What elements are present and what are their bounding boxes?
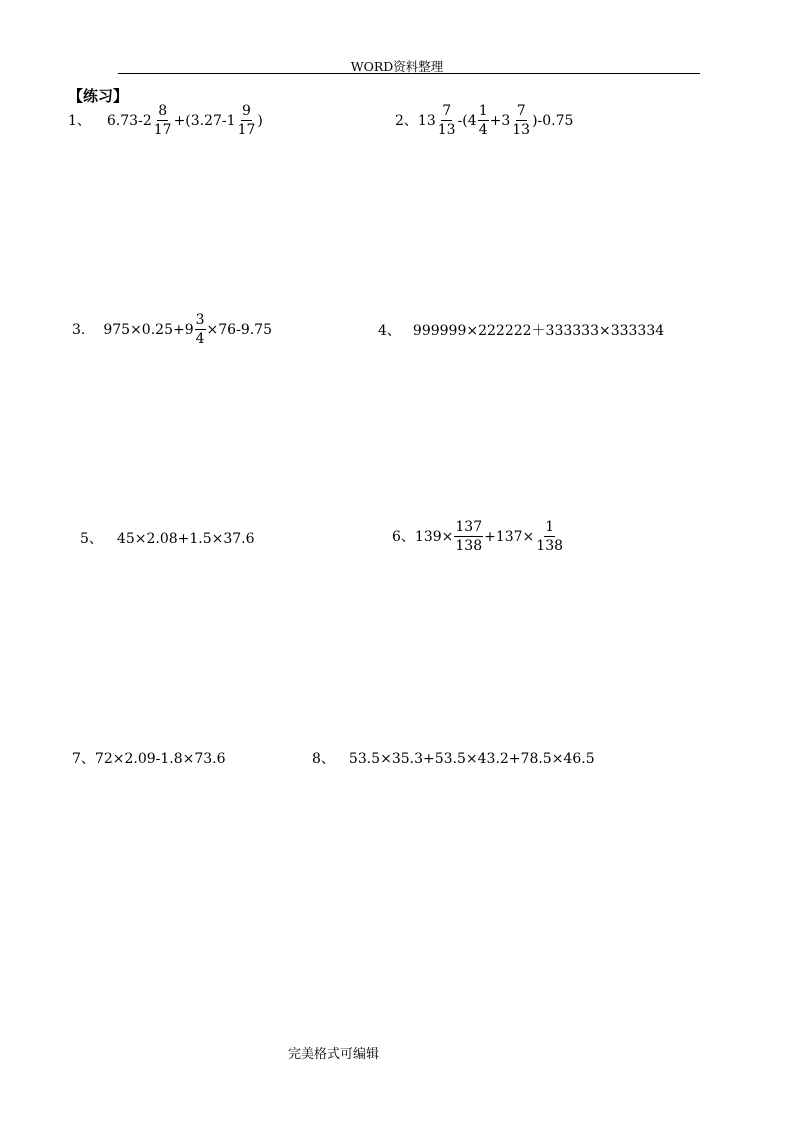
- fraction: [535, 520, 564, 553]
- denominator: 138: [536, 538, 564, 554]
- expression-text: 72×2.09-1.8×73.6: [94, 751, 226, 767]
- page-header: WORD资料整理: [350, 59, 444, 74]
- denominator: 17: [237, 122, 256, 138]
- expression-text: 13: [417, 112, 436, 129]
- expression-text: )-0.75: [532, 112, 574, 129]
- numerator: 1: [545, 519, 555, 535]
- problem-3: [72, 313, 272, 346]
- denominator: 4: [195, 331, 205, 347]
- denominator: 13: [437, 122, 456, 138]
- expression-text: 975×0.25+9: [103, 321, 194, 338]
- numerator: 1: [478, 103, 488, 119]
- problem-number: 1、: [68, 112, 91, 129]
- numerator: 9: [242, 103, 251, 119]
- expression-text: +137×: [484, 528, 535, 545]
- expression-text: 6.73-2: [106, 112, 152, 129]
- fraction: [195, 313, 206, 346]
- problem-number: 7、: [72, 751, 95, 767]
- problem-number: 3.: [72, 321, 86, 338]
- expression-text: 999999×222222＋333333×333334: [412, 323, 665, 339]
- fraction: [478, 104, 489, 137]
- numerator: 8: [158, 103, 168, 119]
- fraction: [511, 104, 531, 137]
- denominator: 4: [478, 122, 488, 138]
- problem-8: [312, 752, 595, 766]
- fraction: [237, 104, 257, 137]
- denominator: 17: [153, 122, 172, 138]
- numerator: 137: [455, 519, 483, 535]
- expression-text: 139×: [414, 528, 454, 545]
- numerator: 7: [442, 103, 452, 119]
- expression-text: 45×2.08+1.5×37.6: [116, 531, 255, 547]
- fraction: [454, 520, 483, 553]
- expression-text: ×76-9.75: [206, 321, 272, 338]
- denominator: 138: [455, 538, 483, 554]
- problem-6: [392, 520, 565, 553]
- expression-text: 53.5×35.3+53.5×43.2+78.5×46.5: [348, 751, 595, 767]
- expression-text: -(4: [457, 112, 477, 129]
- expression-text: +3: [489, 112, 511, 129]
- numerator: 7: [516, 103, 526, 119]
- problem-2: [395, 104, 573, 137]
- problem-number: 2、: [395, 112, 418, 129]
- problem-number: 6、: [392, 528, 415, 545]
- problem-4: [378, 324, 664, 338]
- problem-5: [80, 532, 255, 546]
- header-rule: [118, 73, 700, 74]
- expression-text: ): [257, 112, 263, 129]
- problem-7: [72, 752, 226, 766]
- fraction: [437, 104, 457, 137]
- section-title: 【练习】: [68, 87, 129, 105]
- expression-text: +(3.27-1: [173, 112, 236, 129]
- problem-number: 4、: [378, 323, 401, 339]
- problem-1: [68, 104, 263, 137]
- problem-number: 8、: [312, 751, 335, 767]
- denominator: 13: [512, 122, 531, 138]
- numerator: 3: [195, 312, 205, 328]
- fraction: [153, 104, 173, 137]
- problem-number: 5、: [80, 531, 103, 547]
- page-footer: 完美格式可编辑: [288, 1047, 380, 1062]
